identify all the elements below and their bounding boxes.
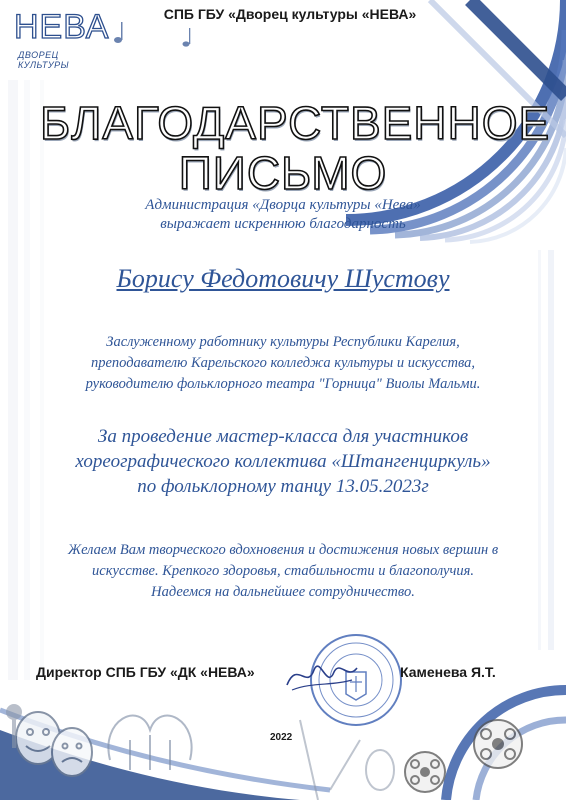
right-stripes (538, 250, 554, 650)
logo-subtitle: ДВОРЕЦ КУЛЬТУРЫ (18, 50, 70, 70)
merits-line-3: руководителю фольклорного театра "Горница" Виолы Мальми. (85, 376, 481, 392)
merits-line-1: Заслуженному работнику культуры Республики Карелия, (106, 334, 460, 350)
admin-line-2: выражает искреннюю благодарность (160, 216, 406, 232)
merits-line-2: преподавателю Карельского колледжа культуры и искусства, (90, 355, 476, 371)
admin-line-1: Администрация «Дворца культуры «Нева» (145, 197, 421, 213)
lyre-icon (108, 716, 191, 770)
signer-name: Каменева Я.Т. (400, 664, 496, 680)
reason-line-1: За проведение мастер-класса для участников (97, 426, 469, 447)
signature (282, 650, 362, 700)
reason-line-3: по фольклорному танцу 13.05.2023г (137, 476, 429, 497)
logo-text: НЕВА (14, 8, 110, 46)
certificate-title-line2: ПИСЬМО (178, 147, 388, 199)
wishes-text (40, 540, 526, 603)
recipient-name: Борису Федотовичу Шустову (116, 264, 450, 293)
organization-header: СПБ ГБУ «Дворец культуры «НЕВА» (163, 6, 417, 22)
director-title: Директор СПБ ГБУ «ДК «НЕВА» (36, 664, 255, 680)
issue-year: 2022 (270, 732, 293, 743)
reason-line-2: хореографического коллектива «Штангенциркуль» (75, 451, 491, 472)
wishes-line-1: Желаем Вам творческого вдохновения и достижения новых вершин в (67, 542, 499, 558)
administration-text (60, 196, 506, 234)
wishes-line-3: Надеемся на дальнейшее сотрудничество. (151, 584, 415, 600)
music-note-icon (114, 22, 190, 47)
neva-logo (8, 8, 110, 70)
certificate-title-line1: БЛАГОДАРСТВЕННОЕ (40, 97, 551, 149)
recipient-merits (60, 332, 506, 395)
left-stripes (8, 80, 44, 680)
wishes-line-2: искусстве. Крепкого здоровья, стабильности и благополучия. (92, 563, 474, 579)
gratitude-reason (40, 424, 526, 499)
